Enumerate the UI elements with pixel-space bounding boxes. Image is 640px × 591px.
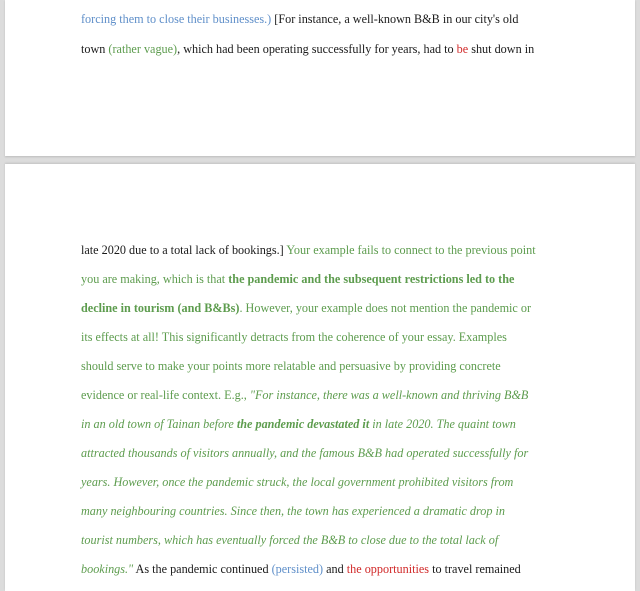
text-line [81, 301, 531, 315]
essay-text: late 2020 due to a total lack of bookings.] [81, 243, 284, 257]
example-text: in late 2020. The quaint town [369, 417, 516, 431]
essay-text: travel remained [441, 562, 521, 576]
text-line [81, 42, 534, 56]
text-line [81, 243, 536, 257]
text-line [81, 504, 505, 518]
suggestion-text: (persisted) [271, 562, 324, 576]
text-line [81, 330, 507, 344]
comment-text: you are making, which is that [81, 272, 229, 286]
text-line [81, 475, 513, 489]
correction-text: the opportunities [346, 562, 430, 576]
comment-text: evidence or real-life context. E.g., [81, 388, 250, 402]
example-text: tourist numbers, which has eventually forced the B&B to close due to the total lack of [81, 533, 499, 547]
comment-text: . However, your example does not mention the pandemic or [239, 301, 532, 315]
correction-text: be [456, 42, 469, 56]
document-page-1 [5, 0, 635, 156]
essay-text: town [81, 42, 109, 56]
text-line [81, 446, 528, 460]
essay-text: As the pandemic continued [133, 562, 272, 576]
comment-text: its effects at all! This significantly detracts from the coherence of your essay. Examples [81, 330, 507, 344]
document-page-2 [5, 164, 635, 591]
text-line [81, 272, 514, 286]
essay-text: and [323, 562, 347, 576]
text-line [81, 12, 519, 26]
comment-text: should serve to make your points more relatable and persuasive by providing concrete [81, 359, 501, 373]
example-text: in an old town of Tainan before [81, 417, 237, 431]
text-line [81, 417, 516, 431]
comment-text: forcing them to close their businesses.) [81, 12, 272, 26]
example-emphasis: the pandemic devastated it [236, 417, 370, 431]
example-text: years. However, once the pandemic struck, the local government prohibited visitors from [81, 475, 514, 489]
essay-text: shut down in [468, 42, 535, 56]
essay-text: , which had been operating successfully for years, had to [177, 42, 457, 56]
text-line [81, 359, 501, 373]
comment-text: Your example fails to connect to the previous point [283, 243, 536, 257]
example-text: attracted thousands of visitors annually, and the famous B&B had operated successfully for [81, 446, 529, 460]
example-text: bookings." [81, 562, 134, 576]
comment-text: (rather vague) [108, 42, 178, 56]
essay-text: [For instance, a well-known B&B in our city's old [271, 12, 519, 26]
example-text: "For instance, there was a well-known and thriving B&B [249, 388, 529, 402]
comment-emphasis: the pandemic and the subsequent restrictions led to the [228, 272, 515, 286]
example-text: many neighbouring countries. Since then, the town has experienced a dramatic drop in [81, 504, 506, 518]
text-line [81, 388, 528, 402]
text-line [81, 533, 498, 547]
essay-text: to [429, 562, 442, 576]
text-line [81, 562, 521, 576]
comment-emphasis: decline in tourism (and B&Bs) [81, 301, 240, 315]
